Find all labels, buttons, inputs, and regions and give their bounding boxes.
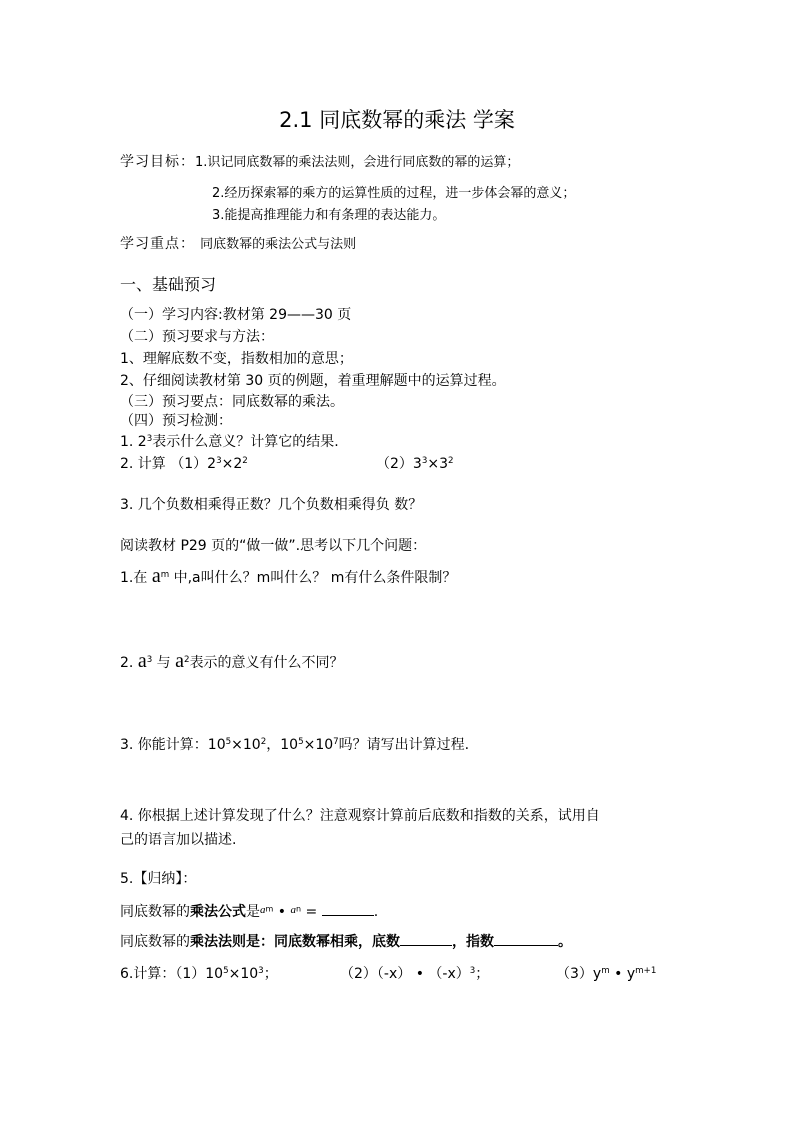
check-question-1: 1. $2^3$表示什么意义？计算它的结果. [120,434,339,450]
summary-heading: 5.【归纳】： [120,871,197,887]
reading-instruction: 阅读教材 P29 页的“做一做”.思考以下几个问题： [120,538,427,554]
preview-item: （四）预习检测： [120,413,232,429]
math-base: a [151,565,161,587]
preview-item: 2、仔细阅读教材第 30 页的例题，着重理解题中的运算过程。 [120,373,506,389]
question-6: 6.计算：$(1)10^5\times 10^3$； [120,966,278,982]
preview-item: 1、理解底数不变，指数相加的意思； [120,351,353,367]
focus-text: 同底数幂的乘法公式与法则 [200,237,357,252]
question-4-line-1: 4. 你根据上述计算发现了什么？注意观察计算前后底数和指数的关系，试用自 [120,808,600,824]
formula-line: 同底数幂的乘法公式是$^{am}$ • $^{an}$ = . [120,904,379,920]
math-base: a [137,650,147,672]
answer-blank[interactable] [400,933,452,946]
focus-row [120,233,356,253]
math-base: a [175,650,185,672]
focus-label: 学习重点： [120,236,195,252]
preview-item: （一）学习内容:教材第 29——30 页 [120,307,352,323]
check-question-3: 3. 几个负数相乘得正数？几个负数相乘得负 数？ [120,497,423,513]
goal-item-1: 1.识记同底数幂的乘法法则，会进行同底数的幂的运算； [195,155,520,170]
section-heading: 一、基础预习 [120,275,217,294]
question-2: 2. $a^3$ 与 $a^2$表示的意义有什么不同？ [120,650,344,672]
question-6-part-3: $(3)y^m$ • $y^{m+1}$ [556,966,657,982]
question-3: 3. 你能计算：$10^5\times 10^2$，$10^5\times 10^7$吗？请写出计算过程. [120,737,470,753]
goal-item-2: 2.经历探索幂的乘方的运算性质的过程，进一步体会幂的意义； [212,186,576,201]
goals-row [120,151,519,171]
check-question-2: 2. 计算 $(1)2^3\times 2^2$ [120,456,248,472]
question-1: 1.在 $a^m$ 中,a叫什么？m叫什么？ m有什么条件限制？ [120,565,457,587]
question-6-part-2: （2）（-x） • $(-x)^3$； [340,966,490,982]
question-4-line-2: 己的语言加以描述. [120,832,237,848]
preview-item: （二）预习要求与方法： [120,329,274,345]
goals-label: 学习目标： [120,154,195,170]
goal-item-3: 3.能提高推理能力和有条理的表达能力。 [212,208,446,223]
answer-blank[interactable] [322,903,374,916]
math-base: a [260,904,266,916]
preview-item: （三）预习要点：同底数幂的乘法。 [120,394,344,410]
check-question-2-part-2: $(2)3^3\times 3^2$ [376,456,454,472]
page-title: 2.1 同底数幂的乘法 学案 [279,108,515,132]
rule-line: 同底数幂的乘法法则是：同底数幂相乘，底数 ，指数 。 [120,934,572,950]
math-base: a [290,904,296,916]
answer-blank[interactable] [494,933,558,946]
